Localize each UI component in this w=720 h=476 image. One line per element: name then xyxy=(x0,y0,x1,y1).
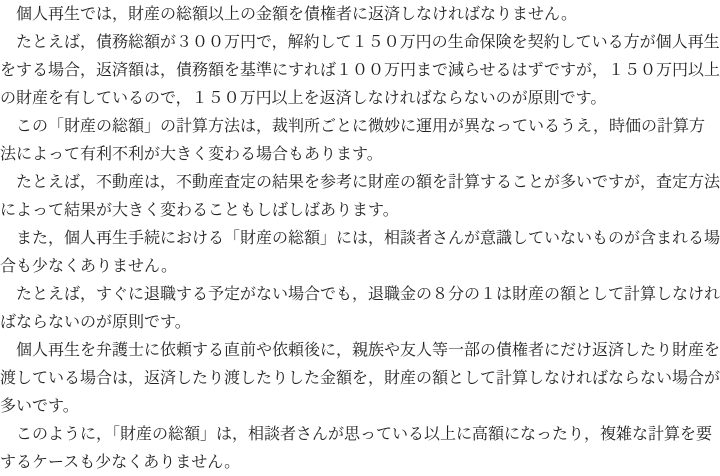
paragraph: たとえば，すぐに退職する予定がない場合でも，退職金の８分の１は財産の額として計算しなければならないのが原則です。 xyxy=(0,284,720,331)
paragraph: 個人再生では，財産の総額以上の金額を債権者に返済しなければなりません。 xyxy=(0,4,577,23)
paragraph: たとえば，債務総額が３００万円で，解約して１５０万円の生命保険を契約している方が個人再生をする場合，返済額は，債務額を基準にすれば１００万円まで減らせるはずですが，１５０万円以上の財産を有しているので，１５０万円以上を返済しなければならないのが原則です。 xyxy=(0,32,720,107)
paragraph: たとえば，不動産は，不動産査定の結果を参考に財産の額を計算することが多いですが，査定方法によって結果が大きく変わることもしばしばあります。 xyxy=(0,172,720,219)
paragraph: このように，「財産の総額」は，相談者さんが思っている以上に高額になったり，複雑な計算を要するケースも少なくありません。 xyxy=(0,424,713,471)
paragraph: 個人再生を弁護士に依頼する直前や依頼後に，親族や友人等一部の債権者にだけ返済したり財産を渡している場合は，返済したり渡したりした金額を，財産の額として計算しなければならない場合が多いです。 xyxy=(0,340,720,415)
paragraph: この「財産の総額」の計算方法は，裁判所ごとに微妙に運用が異なっているうえ，時価の計算方法によって有利不利が大きく変わる場合もあります。 xyxy=(0,116,705,163)
paragraph: また，個人再生手続における「財産の総額」には，相談者さんが意識していないものが含まれる場合も少なくありません。 xyxy=(0,228,720,275)
